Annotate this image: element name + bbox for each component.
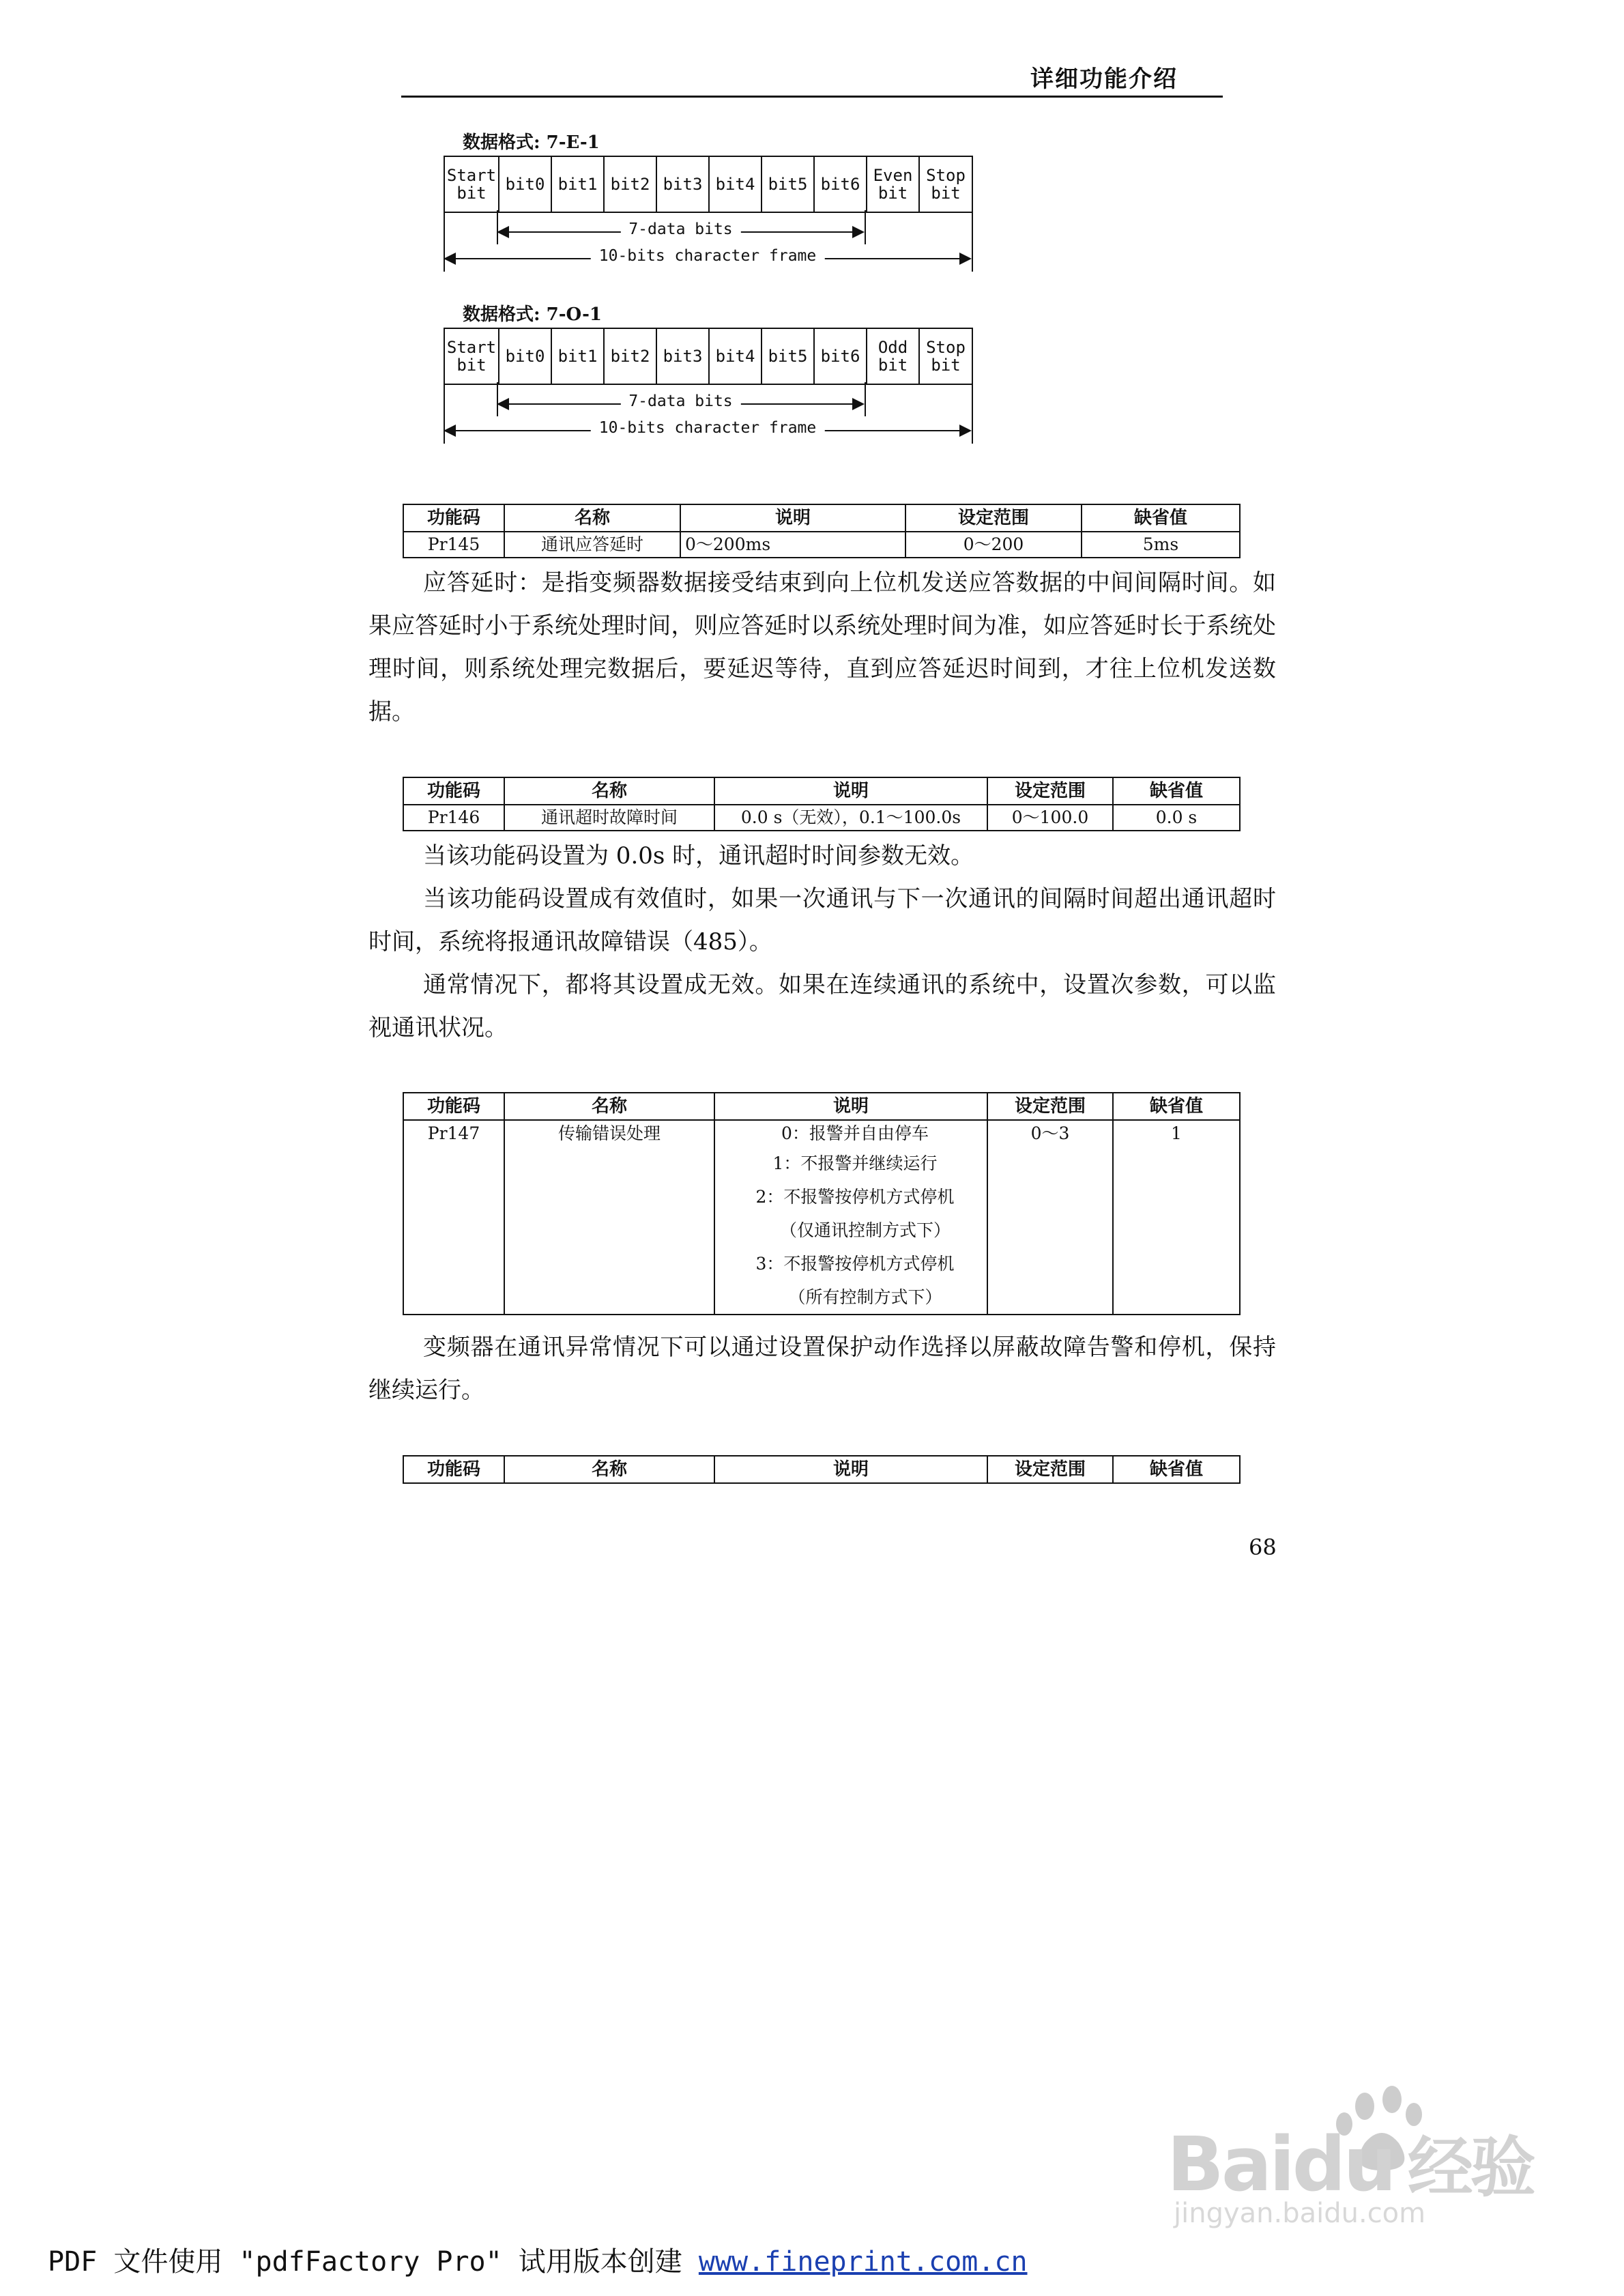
cell-code: Pr146 <box>403 805 504 831</box>
param-table-pr146 <box>403 777 1241 831</box>
data-bits-arrow <box>498 220 863 238</box>
format-label: 数据格式: 7-O-1 <box>463 304 603 325</box>
cell-bit0: bit0 <box>498 157 551 212</box>
cell-stop: Stop bit <box>918 329 972 384</box>
bit-cells <box>444 328 973 385</box>
cell-code: Pr145 <box>403 532 504 558</box>
watermark-url: jingyan.baidu.com <box>1174 2198 1426 2229</box>
frame-label: 10-bits character frame <box>591 419 825 437</box>
cell-bit4: bit4 <box>708 329 761 384</box>
table-row <box>403 805 1240 831</box>
table-header-row <box>403 1093 1240 1120</box>
cell-bit3: bit3 <box>656 329 708 384</box>
frame-diagram-7e1 <box>444 123 976 280</box>
cell-bit1: bit1 <box>551 157 603 212</box>
option-1: 1：不报警并继续运行 <box>772 1153 938 1173</box>
cell-range: 0～3 <box>987 1120 1113 1315</box>
frame-label: 10-bits character frame <box>591 247 825 265</box>
tick-line <box>972 210 973 272</box>
table-row <box>403 1120 1240 1315</box>
cell-bit6: bit6 <box>813 329 866 384</box>
paragraph-timeout-valid: 当该功能码设置成有效值时，如果一次通讯与下一次通讯的间隔时间超出通讯超时时间，系统将报通讯故障错误（485）。 <box>368 885 1276 956</box>
col-range: 设定范围 <box>987 1456 1113 1483</box>
header-rule <box>401 96 1223 98</box>
format-label: 数据格式: 7-E-1 <box>463 132 600 153</box>
paragraph-timeout-invalid: 当该功能码设置为 0.0s 时，通讯超时时间参数无效。 <box>423 842 974 870</box>
page-number: 68 <box>1249 1534 1277 1560</box>
cell-name: 通讯应答延时 <box>504 532 680 558</box>
cell-bit5: bit5 <box>761 157 813 212</box>
cell-range: 0～100.0 <box>987 805 1113 831</box>
cell-name: 传输错误处理 <box>504 1120 714 1315</box>
watermark-suffix: du <box>1292 2121 1394 2208</box>
data-bits-label: 7-data bits <box>620 392 740 410</box>
param-table-pr147 <box>403 1092 1241 1315</box>
col-code: 功能码 <box>403 777 504 805</box>
col-default: 缺省值 <box>1113 777 1240 805</box>
cell-bit4: bit4 <box>708 157 761 212</box>
cell-default: 5ms <box>1082 532 1240 558</box>
cell-desc: 0.0 s（无效），0.1～100.0s <box>714 805 987 831</box>
footer-text: PDF 文件使用 "pdfFactory Pro" 试用版本创建 <box>48 2246 699 2278</box>
frame-arrow <box>445 419 970 437</box>
cell-start: Start bit <box>446 338 497 375</box>
watermark-brand: Bai <box>1167 2121 1292 2208</box>
watermark-cn: 经验 <box>1407 2129 1533 2206</box>
cell-bit3: bit3 <box>656 157 708 212</box>
col-default: 缺省值 <box>1113 1093 1240 1120</box>
col-default: 缺省值 <box>1082 504 1240 532</box>
cell-parity: Even bit <box>866 157 918 212</box>
header-title: 详细功能介绍 <box>1030 66 1178 93</box>
cell-range: 0～200 <box>905 532 1082 558</box>
table-header-row <box>403 504 1240 532</box>
col-name: 名称 <box>504 504 680 532</box>
data-bits-label: 7-data bits <box>620 220 740 238</box>
data-bits-arrow <box>498 392 863 410</box>
col-code: 功能码 <box>403 504 504 532</box>
col-range: 设定范围 <box>905 504 1082 532</box>
param-table-pr145 <box>403 504 1241 558</box>
option-2: 2：不报警按停机方式停机 <box>755 1187 955 1207</box>
cell-bit1: bit1 <box>551 329 603 384</box>
baidu-jingyan-watermark <box>1160 2075 1583 2229</box>
col-name: 名称 <box>504 1456 714 1483</box>
paragraph-transmission-error: 变频器在通讯异常情况下可以通过设置保护动作选择以屏蔽故障告警和停机，保持继续运行。 <box>368 1334 1276 1404</box>
cell-bit6: bit6 <box>813 157 866 212</box>
cell-stop: Stop bit <box>918 157 972 212</box>
table-header-row <box>403 1456 1240 1483</box>
col-desc: 说明 <box>680 504 905 532</box>
cell-desc <box>714 1120 987 1315</box>
option-3-note: （所有控制方式下） <box>788 1287 942 1307</box>
col-desc: 说明 <box>714 1093 987 1120</box>
table-header-row <box>403 777 1240 805</box>
param-table-next <box>403 1455 1241 1484</box>
cell-parity: Odd bit <box>866 329 918 384</box>
col-code: 功能码 <box>403 1456 504 1483</box>
tick-line <box>972 382 973 444</box>
bit-cells <box>444 156 973 213</box>
tick-line <box>865 210 866 244</box>
cell-bit0: bit0 <box>498 329 551 384</box>
tick-line <box>865 382 866 416</box>
frame-diagram-7o1 <box>444 295 976 452</box>
paragraph-response-delay: 应答延时：是指变频器数据接受结束到向上位机发送应答数据的中间间隔时间。如果应答延时小于系统处理时间，则应答延时以系统处理时间为准，如应答延时长于系统处理时间，则系统处理完数据后，要延迟等待，直到应答延迟时间到，才往上位机发送数据。 <box>368 569 1276 726</box>
col-code: 功能码 <box>403 1093 504 1120</box>
cell-bit2: bit2 <box>603 329 656 384</box>
cell-default: 1 <box>1113 1120 1240 1315</box>
option-0: 0：报警并自由停车 <box>781 1123 929 1143</box>
col-desc: 说明 <box>714 777 987 805</box>
cell-desc: 0～200ms <box>680 532 905 558</box>
footer-link[interactable]: www.fineprint.com.cn <box>698 2246 1028 2278</box>
table-row <box>403 532 1240 558</box>
frame-arrow <box>445 247 970 265</box>
col-name: 名称 <box>504 1093 714 1120</box>
paragraph-timeout-usage: 通常情况下，都将其设置成无效。如果在连续通讯的系统中，设置次参数，可以监视通讯状况。 <box>368 971 1276 1042</box>
col-default: 缺省值 <box>1113 1456 1240 1483</box>
pdf-footer <box>48 2240 1028 2279</box>
col-range: 设定范围 <box>987 777 1113 805</box>
col-name: 名称 <box>504 777 714 805</box>
cell-default: 0.0 s <box>1113 805 1240 831</box>
col-range: 设定范围 <box>987 1093 1113 1120</box>
option-3: 3：不报警按停机方式停机 <box>755 1254 955 1274</box>
cell-start: Start bit <box>446 166 497 203</box>
cell-bit2: bit2 <box>603 157 656 212</box>
col-desc: 说明 <box>714 1456 987 1483</box>
cell-code: Pr147 <box>403 1120 504 1315</box>
cell-bit5: bit5 <box>761 329 813 384</box>
cell-name: 通讯超时故障时间 <box>504 805 714 831</box>
option-2-note: （仅通讯控制方式下） <box>779 1220 951 1240</box>
